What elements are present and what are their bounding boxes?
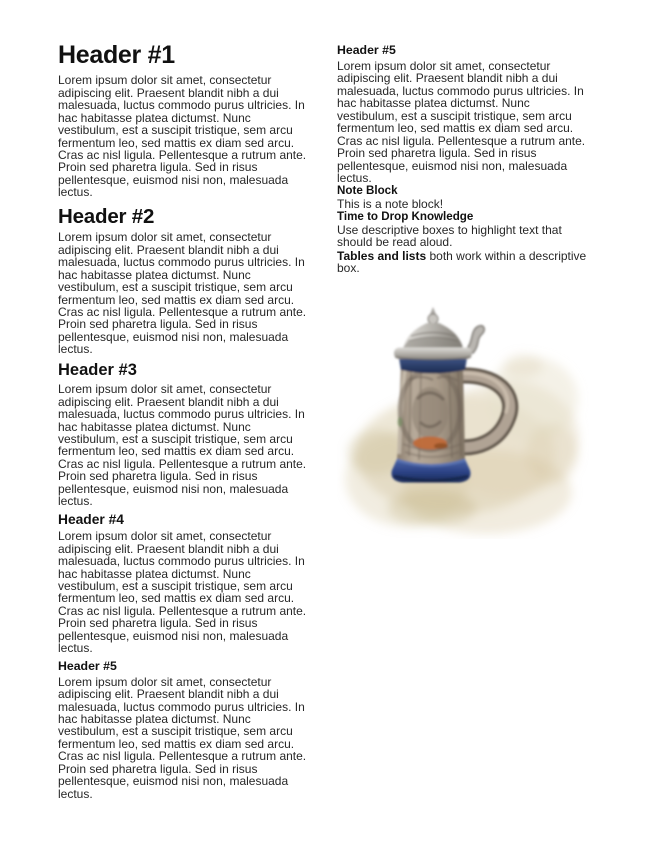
note-block-text: This is a note block!	[337, 196, 444, 211]
beer-stein-image	[337, 304, 589, 539]
note-block-label: Note Block	[337, 184, 398, 198]
knowledge-text: Use descriptive boxes to highlight text that should be read aloud.	[337, 222, 562, 250]
header-3: Header #3	[58, 360, 137, 379]
lorem-paragraph-6: Lorem ipsum dolor sit amet, consectetur adipiscing elit. Praesent blandit nibh a dui malesuada, luctus commodo purus ultricies. In hac habitasse platea dictumst. Nunc vestibulum, est a suscipit tristique, sem arcu fermentum leo, sed mattis ex diam sed arcu. Cras ac nisl ligula. Pellentesque a rutrum ante. Proin sed pharetra ligula. Sed in risus pellentesque, euismod nisi non, malesuada lectus.	[337, 58, 586, 185]
lorem-paragraph-4: Lorem ipsum dolor sit amet, consectetur adipiscing elit. Praesent blandit nibh a dui malesuada, luctus commodo purus ultricies. In hac habitasse platea dictumst. Nunc vestibulum, est a suscipit tristique, sem arcu fermentum leo, sed mattis ex diam sed arcu. Cras ac nisl ligula. Pellentesque a rutrum ante. Proin sed pharetra ligula. Sed in risus pellentesque, euismod nisi non, malesuada lectus.	[58, 529, 307, 656]
lorem-paragraph-3: Lorem ipsum dolor sit amet, consectetur adipiscing elit. Praesent blandit nibh a dui malesuada, luctus commodo purus ultricies. In hac habitasse platea dictumst. Nunc vestibulum, est a suscipit tristique, sem arcu fermentum leo, sed mattis ex diam sed arcu. Cras ac nisl ligula. Pellentesque a rutrum ante. Proin sed pharetra ligula. Sed in risus pellentesque, euismod nisi non, malesuada lectus.	[58, 382, 307, 509]
lorem-paragraph-1: Lorem ipsum dolor sit amet, consectetur adipiscing elit. Praesent blandit nibh a dui malesuada, luctus commodo purus ultricies. In hac habitasse platea dictumst. Nunc vestibulum, est a suscipit tristique, sem arcu fermentum leo, sed mattis ex diam sed arcu. Cras ac nisl ligula. Pellentesque a rutrum ante. Proin sed pharetra ligula. Sed in risus pellentesque, euismod nisi non, malesuada lectus.	[58, 73, 307, 200]
lorem-paragraph-2: Lorem ipsum dolor sit amet, consectetur adipiscing elit. Praesent blandit nibh a dui malesuada, luctus commodo purus ultricies. In hac habitasse platea dictumst. Nunc vestibulum, est a suscipit tristique, sem arcu fermentum leo, sed mattis ex diam sed arcu. Cras ac nisl ligula. Pellentesque a rutrum ante. Proin sed pharetra ligula. Sed in risus pellentesque, euismod nisi non, malesuada lectus.	[58, 230, 307, 357]
tables-bold-lead: Tables and lists	[337, 248, 427, 263]
tables-paragraph	[337, 250, 589, 275]
header-5-right: Header #5	[337, 43, 396, 57]
header-1: Header #1	[58, 41, 175, 69]
right-column	[337, 42, 589, 844]
knowledge-label: Time to Drop Knowledge	[337, 210, 474, 224]
stein-lid	[394, 307, 472, 360]
lorem-paragraph-5: Lorem ipsum dolor sit amet, consectetur adipiscing elit. Praesent blandit nibh a dui malesuada, luctus commodo purus ultricies. In hac habitasse platea dictumst. Nunc vestibulum, est a suscipit tristique, sem arcu fermentum leo, sed mattis ex diam sed arcu. Cras ac nisl ligula. Pellentesque a rutrum ante. Proin sed pharetra ligula. Sed in risus pellentesque, euismod nisi non, malesuada lectus.	[58, 674, 307, 801]
tables-rest-text: both work within a descriptive box.	[337, 248, 587, 276]
stein-body	[397, 362, 465, 465]
stein-neck-band	[399, 358, 467, 374]
header-5-left: Header #5	[58, 658, 117, 673]
header-2: Header #2	[58, 204, 155, 228]
left-column	[58, 42, 310, 844]
header-4: Header #4	[58, 511, 124, 527]
